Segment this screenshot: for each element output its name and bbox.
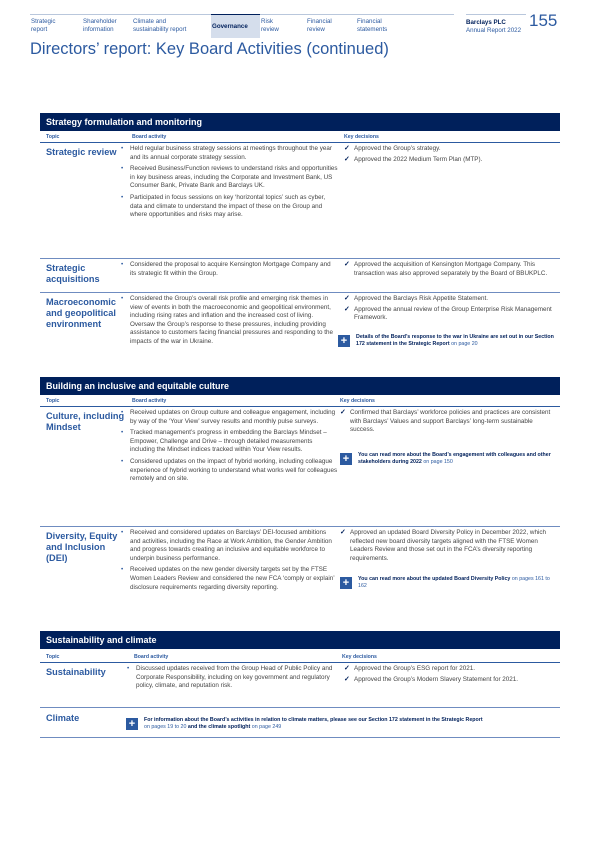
brand-label: Barclays PLC Annual Report 2022	[466, 14, 526, 35]
row-activity	[120, 261, 338, 281]
row-activity	[126, 665, 336, 694]
check-icon: ✓	[340, 529, 346, 536]
decision-item: ✓ Confirmed that Barclays’ workforce policies and practices are consistent with Barclays’ Values and support Barclays’ long-term sustainable success.	[340, 409, 551, 434]
decision-item: ✓ Approved the 2022 Medium Term Plan (MTP).	[344, 155, 483, 163]
table-row	[40, 665, 560, 708]
check-icon: ✓	[344, 305, 350, 313]
column-headers	[40, 652, 560, 663]
row-topic: Strategic review	[46, 147, 117, 157]
row-topic: Sustainability	[46, 667, 106, 677]
nav-shareholder-information[interactable]: Shareholder information	[82, 14, 132, 38]
table-row	[40, 710, 560, 738]
plus-icon: +	[338, 335, 350, 347]
table-row	[40, 261, 560, 293]
activity-bullet: • Considered the proposal to acquire Kensington Mortgage Company and its strategic fit within the Group.	[120, 261, 338, 278]
activity-bullet: • Received Business/Function reviews to understand risks and opportunities in key business areas, including the Corporate and Investment Bank, US Consumer Bank, Private Bank and Barclays UK.	[120, 165, 338, 191]
table-row	[40, 529, 560, 623]
callout-ukraine[interactable]: + Details of the Board’s response to the war in Ukraine are set out in our Section 172 statement in the Strategic Report on page 20	[338, 334, 556, 348]
activity-bullet: • Held regular business strategy sessions at meetings throughout the year and its annual corporate strategy session.	[120, 145, 338, 162]
check-icon: ✓	[344, 675, 350, 683]
row-decisions	[344, 145, 556, 166]
nav-financial-statements[interactable]: Financial statements	[356, 14, 454, 38]
decision-item: ✓ Approved an updated Board Diversity Policy in December 2022, which reflected new board diversity targets aligned with the FTSE Women Leaders Review and those set out in the FCA’s diversity reporting requirements.	[340, 529, 547, 562]
col-decisions: Key decisions	[344, 134, 379, 140]
row-decisions	[340, 529, 556, 565]
table-row	[40, 409, 560, 527]
nav-strategic-report[interactable]: Strategic report	[30, 14, 82, 38]
col-topic: Topic	[46, 398, 60, 404]
activity-bullet: • Received updates on the new gender diversity targets set by the FTSE Women Leaders Review and considered the new FCA ‘comply or explain’ disclosure requirements regarding diversity reporting.	[120, 566, 338, 592]
row-topic: Culture, including Mindset	[46, 411, 125, 432]
activity-bullet: • Received updates on Group culture and colleague engagement, including by way of the ‘Your View’ survey results and monthly pulse surveys.	[120, 409, 338, 426]
row-topic: Diversity, Equity and Inclusion (DEI)	[46, 531, 118, 563]
row-decisions	[340, 409, 556, 437]
page-title: Directors’ report: Key Board Activities (continued)	[30, 40, 389, 58]
activity-bullet: • Discussed updates received from the Group Head of Public Policy and Corporate Responsibility, including on key government and regulatory policy, climate, and reputation risk.	[126, 665, 336, 691]
callout-engagement[interactable]: + You can read more about the Board’s engagement with colleagues and other stakeholders during 2022 on page 150	[340, 452, 556, 466]
col-activity: Board activity	[132, 398, 167, 404]
decision-item: ✓ Approved the Group’s Modern Slavery Statement for 2021.	[344, 675, 519, 683]
plus-icon: +	[126, 718, 138, 730]
section-heading-sustainability: Sustainability and climate	[40, 631, 560, 649]
col-activity: Board activity	[134, 654, 169, 660]
check-icon: ✓	[344, 145, 350, 152]
check-icon: ✓	[344, 261, 350, 268]
col-activity: Board activity	[132, 134, 167, 140]
check-icon: ✓	[340, 409, 346, 416]
column-headers	[40, 396, 560, 407]
callout-climate[interactable]: + For information about the Board’s activities in relation to climate matters, please see our Section 172 statement in the Strategic Report on pages 19 to 20 and the climate spotlight on page 249	[126, 717, 556, 731]
row-decisions	[344, 261, 556, 280]
row-topic: Climate	[46, 713, 80, 723]
row-topic: Macroeconomic and geopolitical environment	[46, 297, 116, 329]
nav-risk-review[interactable]: Risk review	[260, 14, 306, 38]
plus-icon: +	[340, 453, 352, 465]
decision-item: ✓ Approved the Barclays Risk Appetite Statement.	[344, 295, 489, 302]
plus-icon: +	[340, 577, 352, 589]
check-icon: ✓	[344, 665, 350, 672]
activity-bullet: • Considered updates on the impact of hybrid working, including colleague experience of hybrid working to understand what works well for colleagues remotely and on site.	[120, 458, 338, 484]
row-activity	[120, 409, 338, 487]
nav-climate-sustainability[interactable]: Climate and sustainability report	[132, 14, 211, 38]
row-activity	[120, 295, 338, 350]
decision-item: ✓ Approved the acquisition of Kensington Mortgage Company. This transaction was also approved separately by the Board of BBUKPLC.	[344, 261, 548, 277]
activity-bullet: • Participated in focus sessions on key ‘horizontal topics’ such as cyber, data and climate to understand the impact of these on the Group and where opportunities and risks may arise.	[120, 194, 338, 220]
row-decisions	[344, 665, 558, 686]
page-number: 155	[529, 11, 558, 30]
column-headers	[40, 132, 560, 143]
activity-bullet: • Received and considered updates on Barclays’ DEI-focused ambitions and activities, including the Race at Work Ambition, the Gender Ambition and progress towards creating an inclusive and equitable workforce to underpin business performance.	[120, 529, 338, 563]
section-heading-strategy: Strategy formulation and monitoring	[40, 113, 560, 131]
col-topic: Topic	[46, 134, 60, 140]
row-decisions	[344, 295, 556, 325]
decision-item: ✓ Approved the Group’s strategy.	[344, 145, 441, 152]
check-icon: ✓	[344, 155, 350, 163]
decision-item: ✓ Approved the annual review of the Group Enterprise Risk Management Framework.	[344, 305, 552, 322]
table-row	[40, 145, 560, 259]
activity-bullet: • Tracked management’s progress in embedding the Barclays Mindset – Empower, Challenge and Drive – through detailed measurements including the Mindset indices tracked within Your View results.	[120, 429, 338, 455]
nav-governance[interactable]: Governance	[211, 14, 260, 38]
row-activity	[120, 145, 338, 223]
callout-diversity-policy[interactable]: + You can read more about the updated Board Diversity Policy on pages 161 to 162	[340, 576, 556, 590]
nav-financial-review[interactable]: Financial review	[306, 14, 356, 38]
col-decisions: Key decisions	[342, 654, 377, 660]
table-row	[40, 295, 560, 369]
activity-bullet: • Considered the Group’s overall risk profile and emerging risk themes in view of events in both the macroeconomic and geopolitical environment, including rising rates and inflation and the increased cost of living. Oversaw the Group’s response to these pressures, including providing assistance to customers facing financial pressures and responding to the impacts of the war in Ukraine.	[120, 295, 338, 347]
row-topic: Strategic acquisitions	[46, 263, 100, 284]
section-heading-culture: Building an inclusive and equitable culture	[40, 377, 560, 395]
col-decisions: Key decisions	[340, 398, 375, 404]
decision-item: ✓ Approved the Group’s ESG report for 2021.	[344, 665, 475, 672]
row-activity	[120, 529, 338, 595]
check-icon: ✓	[344, 295, 350, 302]
col-topic: Topic	[46, 654, 60, 660]
